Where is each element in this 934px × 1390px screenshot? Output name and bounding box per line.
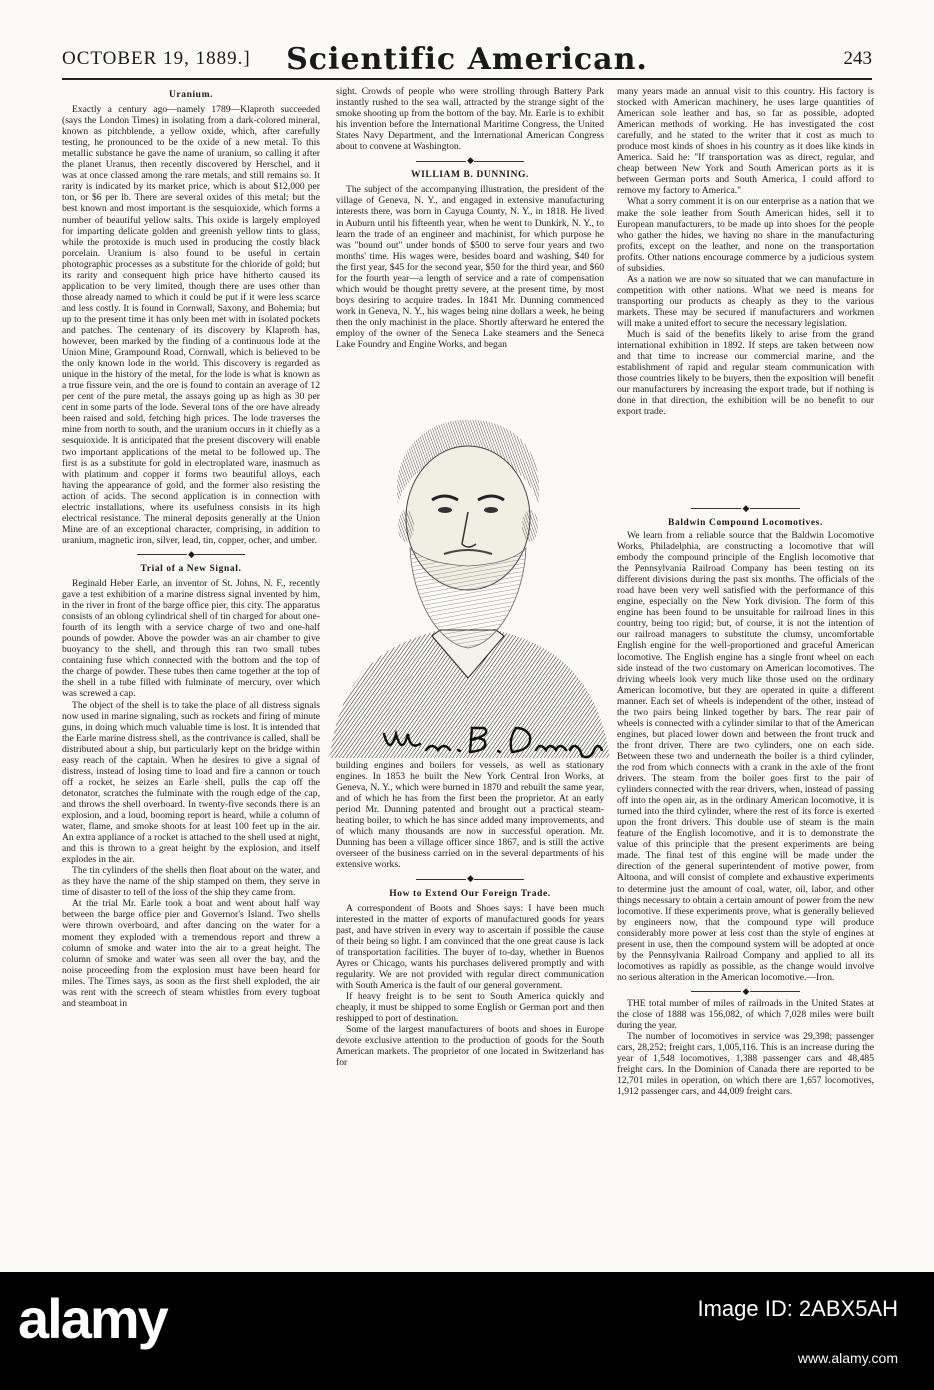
trade-paragraph: Some of the largest manufacturers of boots and shoes in Europe devote exclusive attention to the production of goods for the South American markets. The proprietor of one located in Switzerland has for [336,1024,604,1069]
trade-continuation: many years made an annual visit to this country. His factory is stocked with American machinery, he uses large quantities of American sole leather and has, so far as possible, adopted American methods of working. He has investigated the cost carefully, and he stated to the writer that it cost as much to produce most kinds of shoes in his country as it does like kinds in America. Said he: "If transportation was as direct, regular, and cheap between New York and South American ports as it is between German ports and South America, I could afford to remove my factory to America." [617,86,874,197]
uranium-heading: Uranium. [168,90,214,100]
masthead-title: Scientific American. [286,42,648,77]
column-1 [62,86,320,1256]
site-url: www.alamy.com [797,1350,898,1366]
trade-paragraph: If heavy freight is to be sent to South America quickly and cheaply, it must be shipped to some English or German port and then reshipped to port of destination. [336,990,604,1025]
column-3-bottom [617,530,874,1256]
baldwin-text: We learn from a reliable source that the Baldwin Locomotive Works, Philadelphia, are constructing a locomotive that will embody the compound principle of the English locomotive that the Pennsylvania Railroad Company has been testing on its different divisions during the past six months. The officials of the road have been very well satisfied with the performance of this engine, especially on the New York division. The form of this engine has been found to be unsuitable for railroad lines in this country, being too rigid; but, of course, it is not the intention of our railroad managers to substitute the clumsy, uncomfortable English engine for the well-proportioned and graceful American locomotive. The English engine has a single front wheel on each side instead of the two customary on American locomotives. The driving wheels look very much like those used on the ordinary American locomotive, but they are operated in quite a different manner. Each set of wheels is independent of the other, instead of the two pairs being linked together by bars. The rear pair of wheels is connected with a cylinder similar to that of the American engines, but placed lower down and between the front truck and the front driver. There are two cylinders, one on each side. Between these two and underneath the boiler is a third cylinder, the rod from which connects with a crank in the axle of the front drivers. The steam from the boiler goes first to the pair of cylinders connected with the rear drivers, when, instead of passing off into the open air, as in the ordinary American locomotive, it is turned into the third cylinder, where the rest of its force is exerted upon the front drivers. This double use of steam is the main feature of the English locomotive, and it is to demonstrate the value of this principle that the present experiments are being made. The final test of this engine will be made under the direction of the general superintendent of motive power, from Altoona, and will consist of complete and exhaustive experiments to determine just the amount of coal, water, oil, labor, and other things necessary to obtain a certain amount of power from the new locomotive. If these experiments prove, what is generally believed by engineers now, that the compound type will produce considerably more power at less cost than the style of engines at present in use, then the compound system will be adopted at once by the Pennsylvania Railroad Company and applied to all its locomotives as rapidly as possible, as the change would involve no serious alteration in the American locomotive.—Iron. [617,530,874,983]
signal-paragraph: Reginald Heber Earle, an inventor of St. Johns, N. F., recently gave a test exhibition of a marine distress signal invented by him, in the river in front of the barge office pier, this city. The apparatus consists of an oblong cylindrical shell of tin charged for about one-fourth of its length with a service charge of two and one-half pounds of powder. Above the powder was an air chamber to give buoyancy to the shell, and through this ran two small tubes containing fuse which connected with the bottom and the top of the charge of powder. These tubes then came together at the top of the shell in a tube filled with fulminate of mercury, over which was screwed a cap. [62,578,320,700]
trade-heading: How to Extend Our Foreign Trade. [389,888,551,899]
dunning-portrait-engraving [320,408,616,758]
signal-paragraph: The tin cylinders of the shells then float about on the water, and as they have the name of the ship stamped on them, they serve in time of disaster to tell of the loss of the ship they came from. [62,865,320,899]
image-id-label: Image ID: 2ABX5AH [697,1296,898,1321]
trade-continuation: What a sorry comment it is on our enterprise as a nation that we make the sole leather from South American hides, sell it to European manufacturers, to be made up into shoes for the people who gather the hides, we having no share in the manufacturing profits, except on the leather, and none on the transportation profits. Other nations encourage commerce by a judicious system of subsidies. [617,196,874,274]
trade-continuation: As a nation we are now so situated that we can manufacture in competition with other nations. What we need is means for transporting our products as cheaply as they to the various markets. These may be secured if manufacturers and workmen will make a united effort to secure the necessary legislation. [617,273,874,329]
dunning-continuation: building engines and boilers for vessels, as well as stationary engines. In 1853 he built the New York Central Iron Works, at Geneva, N. Y., which were burned in 1870 and rebuilt the same year, and of which he has from the first been the proprietor. At an early period Mr. Dunning patented and brought out a practical steam-heating boiler, to which he has since added many improvements, and of which many thousands are now in successful operation. Mr. Dunning has been a village officer since 1867, and is still the active overseer of the business carried on in the several departments of his extensive works. [336,760,604,871]
railroad-paragraph: The number of locomotives in service was 29,398; passenger cars, 28,252; freight cars, 1,005,116. This is an increase during the year of 1,548 locomotives, 1,388 passenger cars and 48,485 freight cars. In the Dominion of Canada there are reported to be 12,701 miles in operation, on which there are 1,657 locomotives, 1,912 passenger cars, and 44,009 freight cars. [617,1031,874,1098]
railroad-paragraph: THE total number of miles of railroads in the United States at the close of 1888 was 156,082, of which 7,028 miles were built during the year. [617,997,874,1032]
divider-ornament: ◆ [617,986,874,997]
trade-continuation: Much is said of the benefits likely to arise from the grand international exhibition in 1892. If steps are taken between now and that time to increase our commercial marine, and the establishment of rapid and regular steam communication with those countries likely to be buyers, then the exposition will benefit our manufacturers by increasing the export trade, but if nothing is done in that direction, the exhibition will be no benefit to our export trade. [617,329,874,418]
divider-ornament: ◆ [62,549,320,560]
column-3-top [617,86,874,476]
watermark-logo: alamy [18,1287,167,1350]
dunning-text: The subject of the accompanying illustration, the president of the village of Geneva, N. Y., and engaged in extensive manufacturing interests there, was born in Cayuga County, N. Y., in 1818. He lived in Auburn until his fifteenth year, when he went to Dunkirk, N. Y., to learn the trade of an engineer and machinist, for which purpose he was "bound out" under bonds of $500 to serve four years and two months' time. His wages were, besides board and washing, $40 for the first year, $45 for the second year, $50 for the third year, and $60 for the fourth year—a length of service and a rate of compensation which would be thought pretty severe, at the present time, by most boys desiring to acquire trades. In 1841 Mr. Dunning commenced work in Geneva, N. Y., his wages being nine dollars a week, he being then the only machinist in the place. Shortly afterward he entered the employ of the owner of the Seneca Lake steamers and the Seneca Lake Foundry and Engine Works, and began [336,184,604,351]
page-number: 243 [843,48,872,69]
dunning-heading: WILLIAM B. DUNNING. [410,170,530,181]
column-2-top [336,86,604,412]
divider-ornament: ◆ [336,155,604,166]
trade-paragraph: A correspondent of Boots and Shoes says: I have been much interested in the matter of exports of manufactured goods for years past, and have striven in every way to ascertain if possible the cause of their being so light. I am convinced that the one great cause is lack of transportation facilities. The buyer of to-day, whether in Buenos Ayres or Chicago, wants his purchases delivered promptly and with regularity. We are not provided with regular direct communication with South America is the fault of our general government. [336,902,604,991]
page-header [62,44,872,80]
signal-heading: Trial of a New Signal. [140,563,242,574]
divider-ornament: ◆ [336,873,604,884]
signal-paragraph: At the trial Mr. Earle took a boat and went about half way between the barge office pier and Governor's Island. Two shells were thrown overboard, and after dancing on the water for a moment they exploded with a tremendous report and threw a column of smoke and water into the air to a great height. The column of smoke and water was seen all over the bay, and the noise proceeding from the explosion must have been heard for miles. The Times says, as soon as the first shell exploded, the air was rent with the screech of steam whistles from every tugboat and steamboat in [62,898,320,1009]
dunning-signature [380,720,610,760]
column-2-bottom [336,760,604,1256]
baldwin-heading: Baldwin Compound Locomotives. [668,518,823,529]
signal-continuation: sight. Crowds of people who were strolling through Battery Park instantly rushed to the sea wall, attracted by the strange sight of the smoke shooting up from the bottom of the bay. Mr. Earle is to exhibit his invention before the International Maritime Congress, the United States Navy Department, and the International American Congress about to convene at Washington. [336,86,604,153]
signal-paragraph: The object of the shell is to take the place of all distress signals now used in marine signaling, such as rockets and firing of minute guns, in doing which much valuable time is lost. It is intended that the Earle marine distress shell, as the contrivance is called, shall be distributed about a ship, but particularly kept on the bridge within easy reach of the captain. When he desires to give a signal of distress, instead of losing time to load and fire a cannon or touch off a rocket, he seizes an Earle shell, pulls the cap off the detonator, scratches the fulminate with the rough edge of the cap, and throws the shell overboard. In twenty-five seconds there is an explosion, and a loud, booming report is heard, while a column of water, flame, and smoke shoots for at least 100 feet up in the air. An extra appliance of a rocket is attached to the shell used at night, and this is thrown to a great height by the explosion, and itself explodes in the air. [62,699,320,866]
issue-date: OCTOBER 19, 1889.] [62,48,251,69]
uranium-text: Exactly a century ago—namely 1789—Klaproth succeeded (says the London Times) in isolating from a dark-colored mineral, known as pitchblende, a yellow oxide, which, after carefully testing, he pronounced to be the oxide of a new metal. To this metallic substance he gave the name of uranium, so calling it after the planet Uranus, then recently discovered by Herschel, and it was at once classed among the rare metals, and still remains so. It rarity is indicated by its market price, which is about $12,000 per ton, or $6 per lb. There are several oxides of this metal; but the best known and most important is the sesquioxide, which forms a number of beautiful yellow salts. This oxide is largely employed for imparting delicate golden and greenish yellow tints to glass, while the protoxide is much used in producing the costly black porcelain. Uranium is also found to be useful in certain photographic processes as a substitute for the chloride of gold; but its rarity and consequent high price have hitherto caused its application to be very limited, though there are uses other than those already named to which it could be put if it were less scarce and less costly. It is found in Cornwall, Saxony, and Bohemia; but up to the present time it has only been met with in isolated pockets and patches. The centenary of its discovery by Klaproth has, however, been marked by the finding of a continuous lode at the Union Mine, Grampound Road, Cornwall, which is believed to be the only known lode in the world. This discovery is regarded as unique in the history of the metal, for the lode is what is known as a true fissure vein, and the ore is found to contain an average of 12 per cent of the pure metal, the assays going up as high as 30 per cent in some parts of the lode. Several tons of the ore have already been raised and sold, fetching high prices. The lode traverses the mine from north to south, and the uranium occurs in it chiefly as a sesquioxide. It is anticipated that the present discovery will enable two important applications of the metal to be followed up. The first is as a substitute for gold in electroplated ware, inasmuch as with platinum and copper it forms two beautiful alloys, each having the appearance of gold, and the former also resisting the action of acids. The second application is in connection with electric installations, where its usefulness consists in its high electrical resistance. The mineral deposits generally at the Union Mine are of an exceptional character, comprising, in addition to uranium, magnetic iron, silver, lead, tin, copper, ocher, and umber. [62,104,320,546]
divider-ornament: ◆ [617,503,874,514]
baldwin-heading-block [617,500,874,530]
